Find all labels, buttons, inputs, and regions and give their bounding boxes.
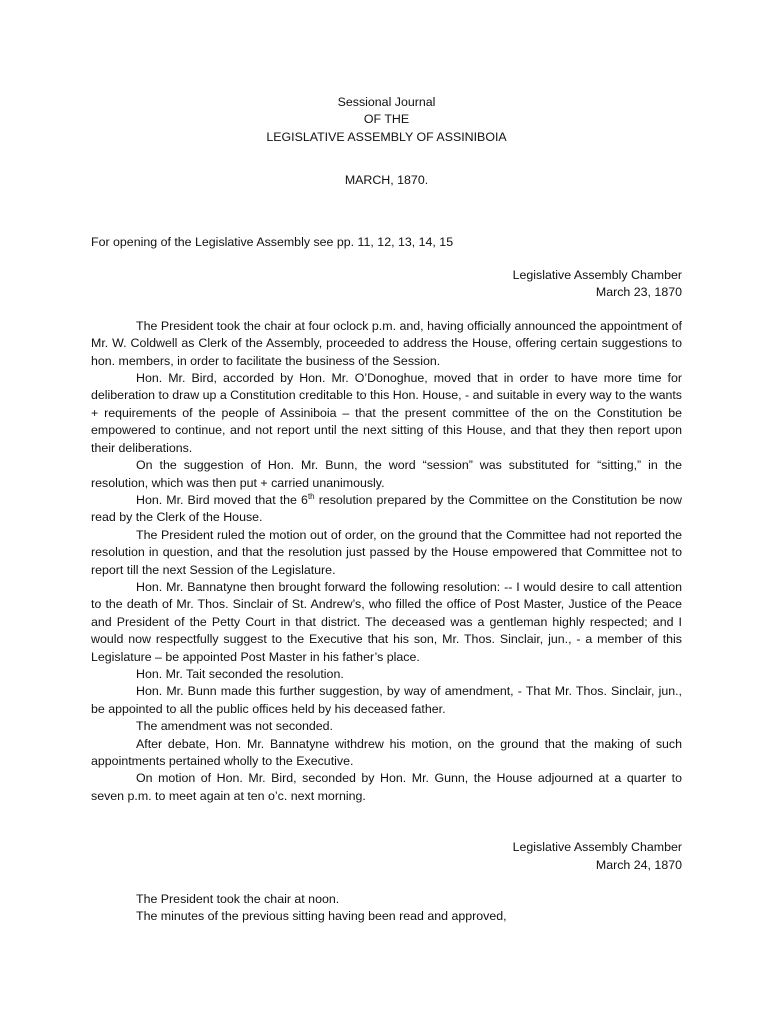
paragraph: The minutes of the previous sitting having been read and approved, xyxy=(136,909,507,924)
paragraph: On motion of Hon. Mr. Bird, seconded by Hon. Mr. Gunn, the House adjourned at a quarter to seven p.m. to meet again at ten o’c. next morning. xyxy=(91,771,682,803)
journal-month-heading: MARCH, 1870. xyxy=(344,173,429,188)
heading-of-the: OF THE xyxy=(363,112,410,127)
sitting-2-date: March 24, 1870 xyxy=(595,857,682,872)
sitting-2-place: Legislative Assembly Chamber xyxy=(512,840,682,855)
journal-heading xyxy=(91,94,682,146)
paragraph: The President took the chair at noon. xyxy=(136,892,340,907)
paragraph: Hon. Mr. Bunn made this further suggestion, by way of amendment, - That Mr. Thos. Sinclair, jun., be appointed to all the public offices held by his deceased father. xyxy=(91,684,682,716)
paragraph: Hon. Mr. Bird, accorded by Hon. Mr. O’Donoghue, moved that in order to have more time for deliberation to draw up a Constitution creditable to this Hon. House, - and suitable in every way to the wants + requirements of the people of Assiniboia – that the present committee of the on the Constitution be empowered to continue, and not report until the next sitting of this House, and that they then report upon their deliberations. xyxy=(91,371,682,455)
heading-title: Sessional Journal xyxy=(337,95,436,109)
heading-assembly-name: LEGISLATIVE ASSEMBLY OF ASSINIBOIA xyxy=(266,129,507,144)
paragraph: The amendment was not seconded. xyxy=(136,719,333,734)
paragraph: The President took the chair at four oclock p.m. and, having officially announced the appointment of Mr. W. Coldwell as Clerk of the Assembly, proceeded to address the House, offering certain suggestions to hon. members, in order to facilitate the business of the Session. xyxy=(91,318,682,368)
paragraph: On the suggestion of Hon. Mr. Bunn, the word “session” was substituted for “sitting,” in the resolution, which was then put + carried unanimously. xyxy=(91,458,682,490)
paragraph-resolution-sixth xyxy=(91,492,682,527)
paragraph-text-start: Hon. Mr. Bird moved that the 6 xyxy=(136,492,308,507)
paragraph: After debate, Hon. Mr. Bannatyne withdrew his motion, on the ground that the making of such appointments pertained wholly to the Executive. xyxy=(91,736,682,768)
sitting-1-minutes xyxy=(91,318,682,805)
paragraph: The President ruled the motion out of order, on the ground that the Committee had not reported the resolution in question, and that the resolution just passed by the House empowered that Committee not to report till the next Session of the Legislature. xyxy=(91,527,682,577)
sitting-2-header xyxy=(91,839,682,874)
opening-note: For opening of the Legislative Assembly see pp. 11, 12, 13, 14, 15 xyxy=(91,234,454,249)
paragraph-text-end: resolution prepared by the Committee on the Constitution be now read by the Clerk of the House. xyxy=(91,492,682,525)
ordinal-suffix: th xyxy=(307,491,315,501)
paragraph: Hon. Mr. Tait seconded the resolution. xyxy=(136,666,344,681)
journal-page xyxy=(91,94,682,926)
sitting-1-header xyxy=(91,267,682,302)
sitting-1-place: Legislative Assembly Chamber xyxy=(512,268,682,283)
sitting-1-date: March 23, 1870 xyxy=(595,285,682,300)
sitting-2-minutes xyxy=(91,891,682,926)
paragraph: Hon. Mr. Bannatyne then brought forward the following resolution: -- I would desire to call attention to the death of Mr. Thos. Sinclair of St. Andrew’s, who filled the office of Post Master, Justice of the Peace and President of the Petty Court in that district. The deceased was a gentleman highly respected; and I would now respectfully suggest to the Executive that his son, Mr. Thos. Sinclair, jun., - a member of this Legislature – be appointed Post Master in his father’s place. xyxy=(91,579,682,664)
